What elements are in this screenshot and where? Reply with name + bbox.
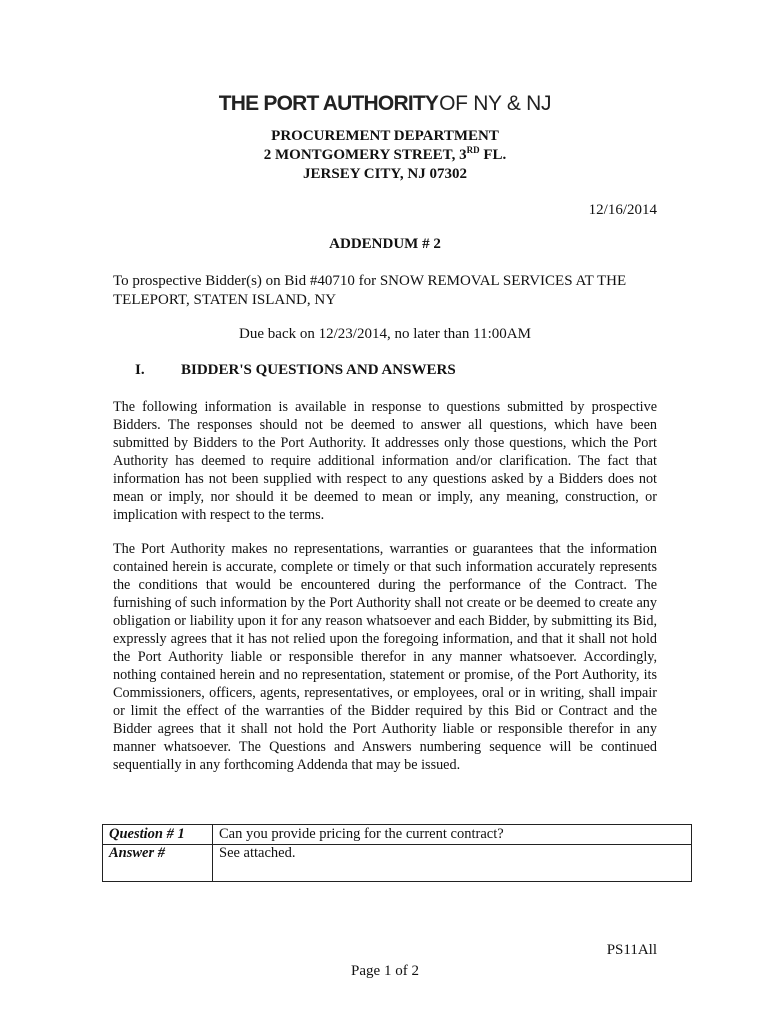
document-date: 12/16/2014 — [588, 202, 657, 218]
logo-light-text: OF NY & NJ — [439, 92, 552, 115]
addendum-title: ADDENDUM # 2 — [329, 236, 441, 252]
page-number: Page 1 of 2 — [351, 963, 419, 979]
recipient-line: To prospective Bidder(s) on Bid #40710 for SNOW REMOVAL SERVICES AT THE TELEPORT, STATEN ISLAND, NY — [113, 273, 627, 308]
section-number: I. — [135, 362, 145, 378]
department-name: PROCUREMENT DEPARTMENT — [271, 128, 499, 144]
street-address — [0, 147, 770, 164]
port-authority-logo — [0, 92, 770, 116]
question-text: Can you provide pricing for the current contract? — [219, 826, 504, 842]
street-address-main: 2 MONTGOMERY STREET, 3 — [263, 147, 467, 163]
paragraph-disclaimer-1: The following information is available in response to questions submitted by prospective Bidders. The responses should not be deemed to answer all questions, which have been submitted by Bidders to the Port Authority. It addresses only those questions, which the Port Authority has deemed to require additional information and/or clarification. The fact that information has not been supplied with respect to any questions asked by a Bidders does not mean or imply, nor should it be deemed to mean or imply, any meaning, construction, or implication with respect to the terms. — [113, 399, 657, 523]
section-title: BIDDER'S QUESTIONS AND ANSWERS — [181, 362, 456, 378]
paragraph-disclaimer-2: The Port Authority makes no representations, warranties or guarantees that the information contained herein is accurate, complete or timely or that such information accurately represents the conditions that would be encountered during the performance of the Contract. The furnishing of such information by the Port Authority shall not create or be deemed to create any obligation or liability upon it for any reason whatsoever and each Bidder, by submitting its Bid, expressly agrees that it has not relied upon the foregoing information, and that it shall not hold the Port Authority liable or responsible therefor in any manner whatsoever. Accordingly, nothing contained herein and no representation, statement or promise, of the Port Authority, its Commissioners, officers, agents, representatives, or employees, oral or in writing, shall impair or limit the effect of the warranties of the Bidder required by this Bid or Contract and the Bidder agrees that it shall not hold the Port Authority liable or responsible therefor in any manner whatsoever. The Questions and Answers numbering sequence will be continued sequentially in any forthcoming Addenda that may be issued. — [113, 541, 657, 773]
street-address-sup: RD — [466, 145, 480, 155]
city-state-zip: JERSEY CITY, NJ 07302 — [303, 166, 467, 182]
due-date-line: Due back on 12/23/2014, no later than 11:00AM — [239, 326, 531, 342]
logo-bold-text: THE PORT AUTHORITY — [218, 92, 439, 115]
street-address-floor: FL. — [479, 147, 507, 163]
qa-column-divider — [212, 825, 213, 881]
qa-row-divider — [103, 844, 691, 845]
answer-text: See attached. — [219, 845, 296, 861]
answer-label: Answer # — [109, 845, 166, 861]
question-label: Question # 1 — [109, 826, 185, 842]
qa-table — [102, 824, 692, 882]
document-code: PS11All — [606, 942, 657, 958]
